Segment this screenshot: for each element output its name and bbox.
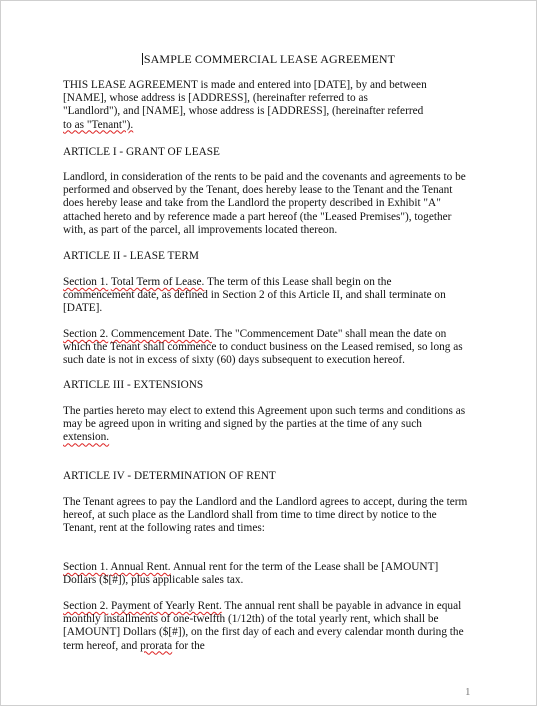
misspelled-word: prorata xyxy=(140,639,173,652)
paragraph-line: such date is not in excess of sixty (60) days subsequent to execution hereof. xyxy=(63,354,405,367)
paragraph-line: commencement date, as defined in Section 2 of this Article II, and shall terminate on xyxy=(63,289,446,302)
intro-line: [NAME], whose address is [ADDRESS], (hereinafter referred to as xyxy=(63,92,368,105)
intro-line: to as "Tenant"). xyxy=(63,118,134,131)
section-number: Section 1. xyxy=(63,561,109,573)
section-title: Total Term of Lease. xyxy=(110,276,205,288)
section-text: The "Commencement Date" shall mean the date on xyxy=(212,328,447,340)
paragraph-line: may be agreed upon in writing and signed by the parties at the time of any such xyxy=(63,418,422,431)
paragraph-line: The Tenant agrees to pay the Landlord and the Landlord agrees to accept, during the term xyxy=(63,496,468,508)
paragraph-line: Tenant, rent at the following rates and times: xyxy=(63,522,265,535)
intro-line: "Landlord"), and [NAME], whose address is [ADDRESS], (hereinafter referred xyxy=(63,105,424,118)
section-title: Annual Rent. xyxy=(110,561,171,573)
paragraph-line xyxy=(63,640,473,653)
article-4-section-2 xyxy=(63,600,473,653)
section-text: for the xyxy=(172,639,205,652)
paragraph-line: Dollars ($[#]), plus applicable sales tax. xyxy=(63,574,244,587)
article-3-heading: ARTICLE III - EXTENSIONS xyxy=(63,379,204,391)
article-2-heading: ARTICLE II - LEASE TERM xyxy=(63,250,199,262)
section-text: Annual rent for the term of the Lease shall be [AMOUNT] xyxy=(170,561,439,573)
text-cursor xyxy=(142,53,143,65)
paragraph-line xyxy=(63,328,473,341)
article-2-section-2 xyxy=(63,328,473,368)
paragraph-line: The parties hereto may elect to extend this Agreement upon such terms and conditions as xyxy=(63,405,466,417)
paragraph-line: extension. xyxy=(63,431,110,444)
section-number: Section 2. xyxy=(63,600,109,612)
paragraph-line: Landlord, in consideration of the rents to be paid and the covenants and agreements to be xyxy=(63,171,466,183)
paragraph-line: which the Tenant shall commence to conduct business on the Leased remised, so long as xyxy=(63,341,463,354)
paragraph-line: attached hereto and by reference made a part hereof (the "Leased Premises"), together xyxy=(63,210,452,223)
article-4-paragraph xyxy=(63,496,473,536)
section-title: Commencement Date. xyxy=(111,328,213,340)
section-text: The annual rent shall be payable in advance in equal xyxy=(221,600,462,612)
article-4-section-1 xyxy=(63,561,473,587)
paragraph-line: hereof, at such place as the Landlord shall from time to time direct by notice to the xyxy=(63,509,437,522)
paragraph-line: [AMOUNT] Dollars ($[#]), on the first day of each and every calendar month during the xyxy=(63,626,464,639)
paragraph-line: monthly installments of one-twelfth (1/12th) of the total yearly rent, which shall be xyxy=(63,613,439,626)
article-1-heading: ARTICLE I - GRANT OF LEASE xyxy=(63,146,220,158)
paragraph-line: [DATE]. xyxy=(63,302,103,315)
article-4-heading: ARTICLE IV - DETERMINATION OF RENT xyxy=(63,470,276,482)
section-number: Section 1. xyxy=(63,276,109,288)
page-number: 1 xyxy=(465,686,471,698)
article-3-paragraph xyxy=(63,405,473,445)
article-1-paragraph xyxy=(63,171,473,237)
paragraph-line: performed and observed by the Tenant, does hereby lease to the Tenant and the Tenant xyxy=(63,184,453,197)
intro-paragraph xyxy=(63,79,473,132)
paragraph-line xyxy=(63,600,473,613)
section-text: term hereof, and xyxy=(63,639,141,652)
paragraph-line xyxy=(63,561,473,574)
section-text: The term of this Lease shall begin on the xyxy=(204,276,392,288)
paragraph-line xyxy=(63,276,473,289)
paragraph-line: does hereby lease and take from the Landlord the property described in Exhibit "A" xyxy=(63,197,441,210)
section-title: Payment of Yearly Rent. xyxy=(111,600,222,612)
section-number: Section 2. xyxy=(63,328,109,340)
article-2-section-1 xyxy=(63,276,473,316)
paragraph-line: with, as part of the parcel, all improvements located thereon. xyxy=(63,223,338,236)
document-title-text: SAMPLE COMMERCIAL LEASE AGREEMENT xyxy=(143,52,396,66)
intro-line: THIS LEASE AGREEMENT is made and entered into [DATE], by and between xyxy=(63,79,427,91)
document-title xyxy=(0,52,537,66)
